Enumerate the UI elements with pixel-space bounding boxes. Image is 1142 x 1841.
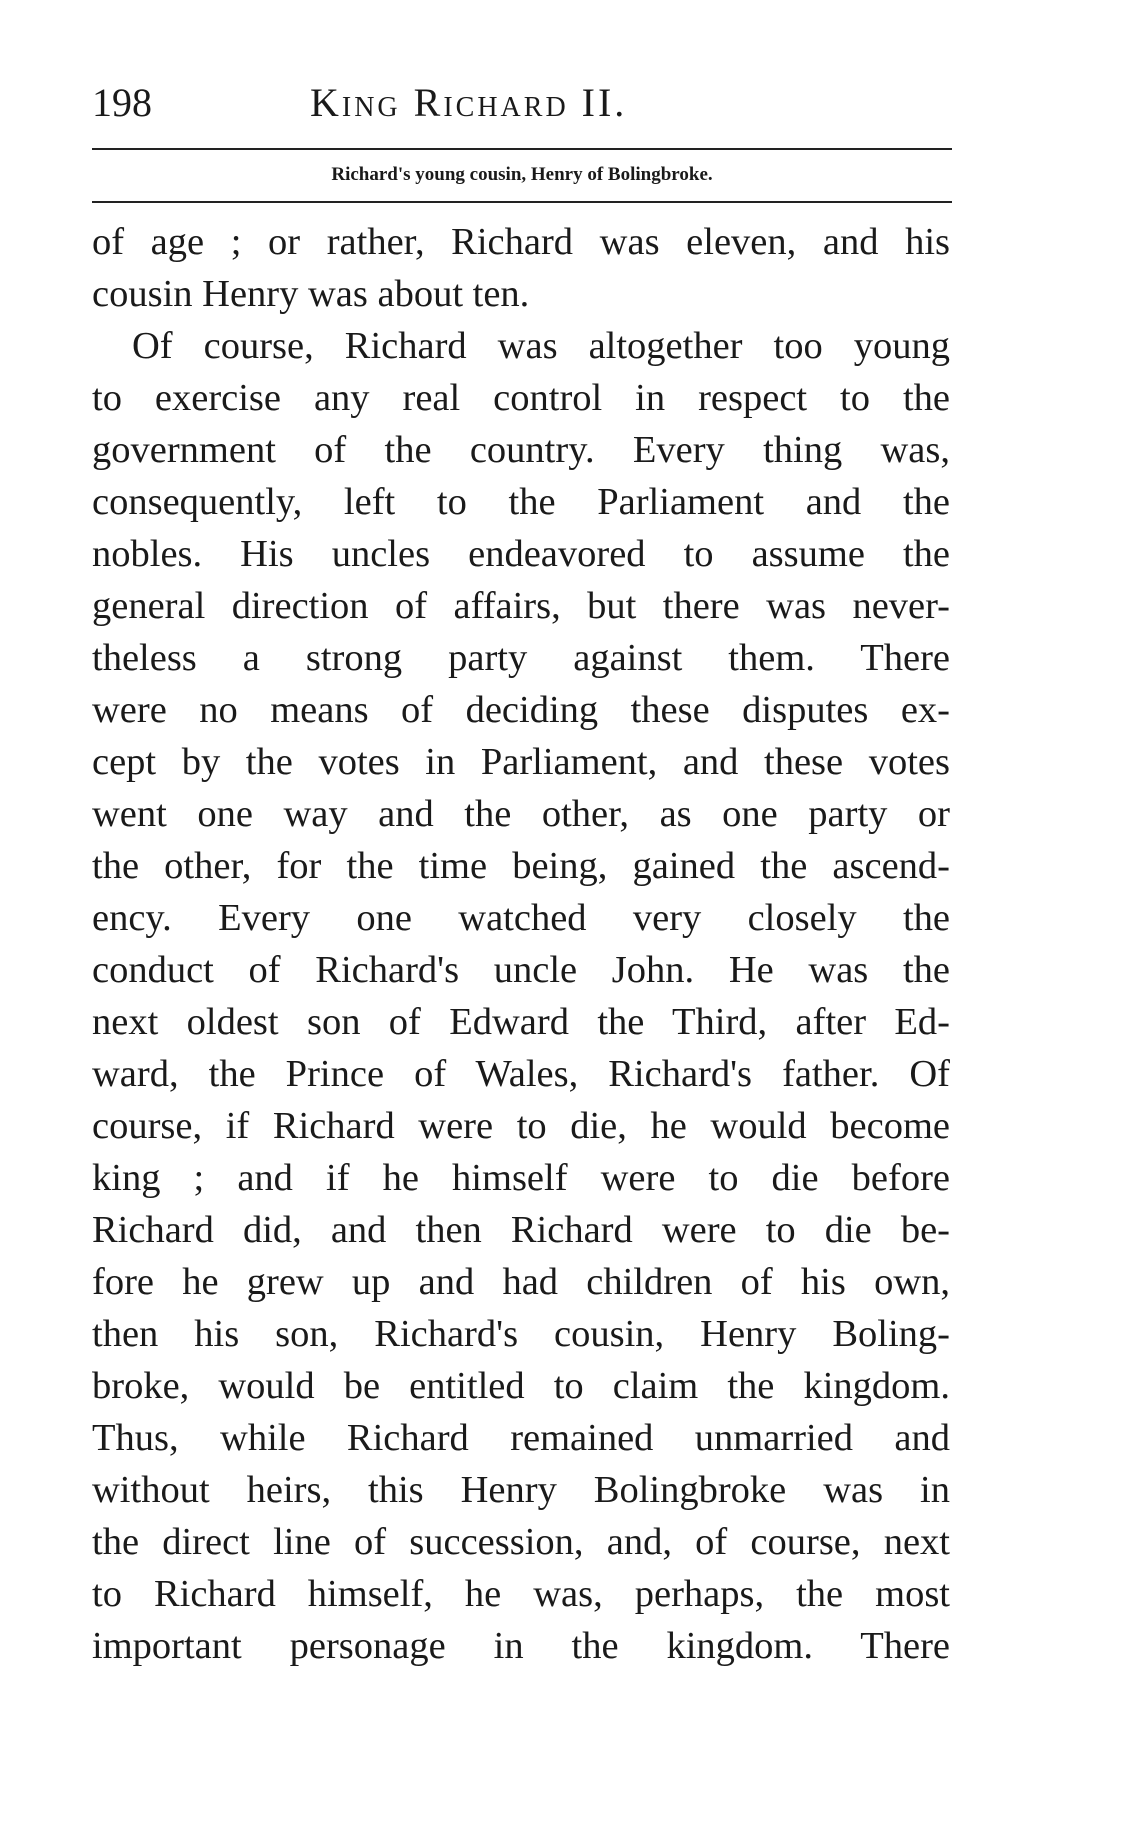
text-line: then his son, Richard's cousin, Henry Boling- [92, 1313, 950, 1355]
text-line: general direction of affairs, but there was never- [92, 585, 950, 627]
text-line: broke, would be entitled to claim the kingdom. [92, 1365, 950, 1407]
text-line: cousin Henry was about ten. [92, 273, 530, 315]
text-line: king ; and if he himself were to die before [92, 1157, 950, 1199]
text-line: nobles. His uncles endeavored to assume the [92, 533, 950, 575]
text-line: to Richard himself, he was, perhaps, the most [92, 1573, 950, 1615]
header-rule-top [92, 148, 952, 150]
running-head [92, 78, 952, 128]
text-line: consequently, left to the Parliament and the [92, 481, 950, 523]
page-number: 198 [92, 80, 152, 125]
text-line: to exercise any real control in respect to the [92, 377, 950, 419]
header-rule-bottom [92, 201, 952, 203]
text-line: fore he grew up and had children of his own, [92, 1261, 950, 1303]
text-line: ency. Every one watched very closely the [92, 897, 950, 939]
text-line: were no means of deciding these disputes ex- [92, 689, 950, 731]
text-line: theless a strong party against them. There [92, 637, 950, 679]
text-line: went one way and the other, as one party or [92, 793, 950, 835]
text-line: of age ; or rather, Richard was eleven, and his [92, 221, 950, 263]
text-line: course, if Richard were to die, he would become [92, 1105, 950, 1147]
book-title: King Richard II. [310, 80, 628, 125]
body-text [92, 216, 950, 1672]
text-line: conduct of Richard's uncle John. He was the [92, 949, 950, 991]
text-line: next oldest son of Edward the Third, after Ed- [92, 1001, 950, 1043]
section-subheading: Richard's young cousin, Henry of Bolingbroke. [331, 164, 713, 185]
text-line: without heirs, this Henry Bolingbroke was in [92, 1469, 950, 1511]
text-line: Thus, while Richard remained unmarried and [92, 1417, 950, 1459]
text-line: Richard did, and then Richard were to die be- [92, 1209, 950, 1251]
text-line: ward, the Prince of Wales, Richard's father. Of [92, 1053, 950, 1095]
text-line: the direct line of succession, and, of course, next [92, 1521, 950, 1563]
text-line: important personage in the kingdom. There [92, 1625, 950, 1667]
text-line: government of the country. Every thing was, [92, 429, 950, 471]
text-line: the other, for the time being, gained the ascend- [92, 845, 950, 887]
text-line: cept by the votes in Parliament, and these votes [92, 741, 950, 783]
text-line: Of course, Richard was altogether too young [132, 325, 950, 367]
